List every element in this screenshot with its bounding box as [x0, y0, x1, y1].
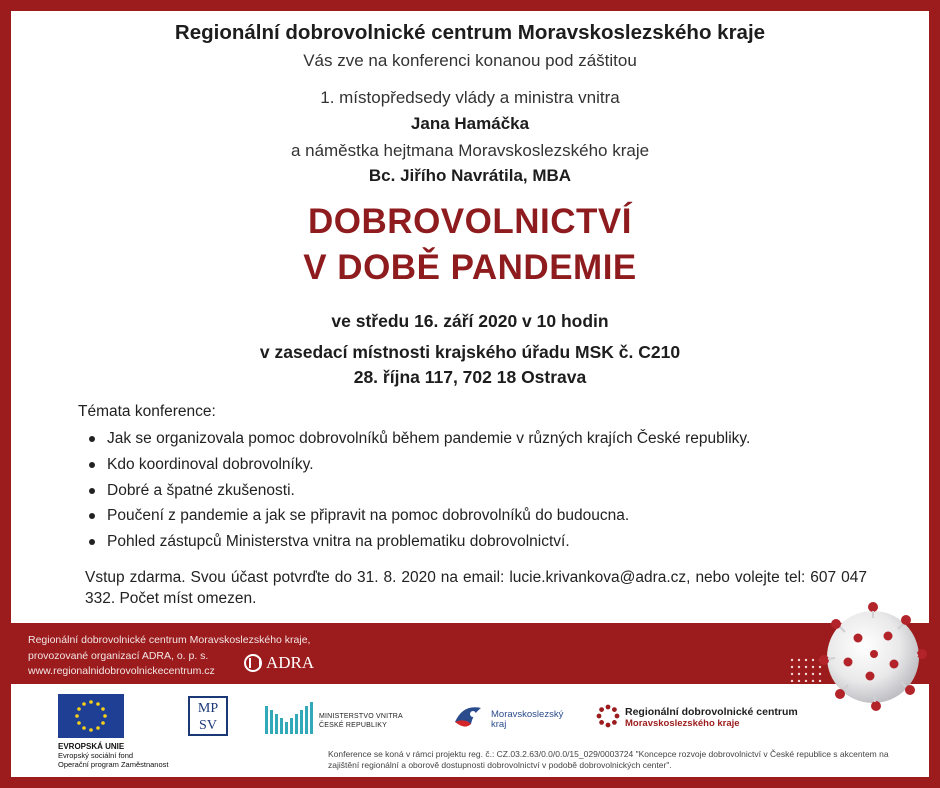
topics-list [78, 426, 750, 555]
eu-caption-line-3: Operační program Zaměstnanost [58, 760, 169, 769]
event-title-line-2: V DOBĚ PANDEMIE [303, 248, 637, 287]
event-title-line-1: DOBROVOLNICTVÍ [308, 202, 632, 241]
rd-line-1: Regionální dobrovolnické centrum [625, 706, 798, 718]
footer-line-2: provozované organizací ADRA, o. p. s. [28, 649, 209, 662]
mpsv-logo [188, 696, 228, 736]
event-date: ve středu 16. září 2020 v 10 hodin [331, 311, 609, 331]
topic-text: Kdo koordinoval dobrovolníky. [107, 455, 314, 473]
bullet-icon [89, 513, 95, 519]
rd-line-2: Moravskoslezského kraje [625, 718, 740, 729]
moravskoslezsky-kraj-logo-icon [451, 700, 487, 732]
eu-flag-icon [58, 694, 124, 738]
regional-volunteer-centre-logo-icon [596, 704, 620, 728]
eu-caption-line-1: EVROPSKÁ UNIE [58, 742, 125, 751]
bullet-icon [89, 462, 95, 468]
invitation-card [11, 11, 929, 623]
mpsv-logo-line-1: MP [197, 701, 219, 716]
topic-text: Dobré a špatné zkušenosti. [107, 481, 295, 499]
event-address: 28. října 117, 702 18 Ostrava [353, 367, 587, 387]
eu-caption-line-2: Evropský sociální fond [58, 751, 134, 760]
topics-heading: Témata konference: [78, 403, 216, 420]
ms-line-1: Moravskoslezský [491, 709, 564, 720]
regional-volunteer-centre-text [625, 707, 798, 729]
footer-line-1: Regionální dobrovolnické centrum Moravskoslezského kraje, [28, 634, 311, 646]
mpsv-logo-line-2: SV [199, 718, 217, 733]
coronavirus-illustration [814, 598, 932, 716]
topic-item [78, 478, 750, 504]
project-note: Konference se koná v rámci projektu reg. č.: CZ.03.2.63/0.0/0.0/15_029/0003724 "Koncepce rozvoje dobrovolnictví v České republice s akcentem na zajištění regionální a oborově dostupnosti dobrovolnictví v podobě dobrovolnických center". [328, 749, 889, 770]
bullet-icon [89, 488, 95, 494]
ministry-interior-logo-icon [265, 698, 315, 734]
adra-hands-icon [244, 654, 262, 672]
topic-text: Pohled zástupců Ministerstva vnitra na problematiku dobrovolnictví. [107, 533, 570, 551]
ms-line-2: kraj [491, 719, 507, 730]
bullet-icon [89, 539, 95, 545]
topic-item [78, 529, 750, 555]
moravskoslezsky-kraj-text [491, 710, 563, 730]
patron-2-role: a náměstka hejtmana Moravskoslezského kraje [290, 141, 650, 160]
adra-logo [244, 653, 314, 673]
event-venue: v zasedací místnosti krajského úřadu MSK č. C210 [259, 342, 681, 362]
mv-line-1: MINISTERSTVO VNITRA [319, 713, 403, 720]
topic-text: Poučení z pandemie a jak se připravit na pomoc dobrovolníků do budoucna. [107, 507, 630, 525]
eu-caption [58, 742, 168, 769]
topic-item [78, 503, 750, 529]
footer-website[interactable]: www.regionalnidobrovolnickecentrum.cz [28, 665, 215, 677]
adra-label: ADRA [266, 653, 315, 672]
patron-2-name: Bc. Jiřího Navrátila, MBA [368, 166, 572, 185]
topic-item [78, 452, 750, 478]
event-title [11, 199, 929, 291]
topic-text: Jak se organizovala pomoc dobrovolníků během pandemie v různých krajích České republiky. [107, 430, 751, 447]
invitation-text: Vás zve na konferenci konanou pod záštitou [303, 51, 637, 70]
mv-line-2: ČESKÉ REPUBLIKY [319, 721, 387, 729]
bullet-icon [89, 436, 95, 442]
patron-1-role: 1. místopředsedy vlády a ministra vnitra [320, 88, 620, 107]
partner-logos [11, 684, 929, 777]
patron-1-name: Jana Hamáčka [410, 114, 530, 133]
entry-note: Vstup zdarma. Svou účast potvrďte do 31. 8. 2020 na email: lucie.krivankova@adra.cz, nebo volejte tel: 607 047 332. Počet míst omezen. [85, 569, 867, 607]
ministry-interior-text [319, 713, 403, 730]
organizer-name: Regionální dobrovolnické centrum Moravskoslezského kraje [174, 21, 766, 44]
topic-item [78, 426, 750, 452]
